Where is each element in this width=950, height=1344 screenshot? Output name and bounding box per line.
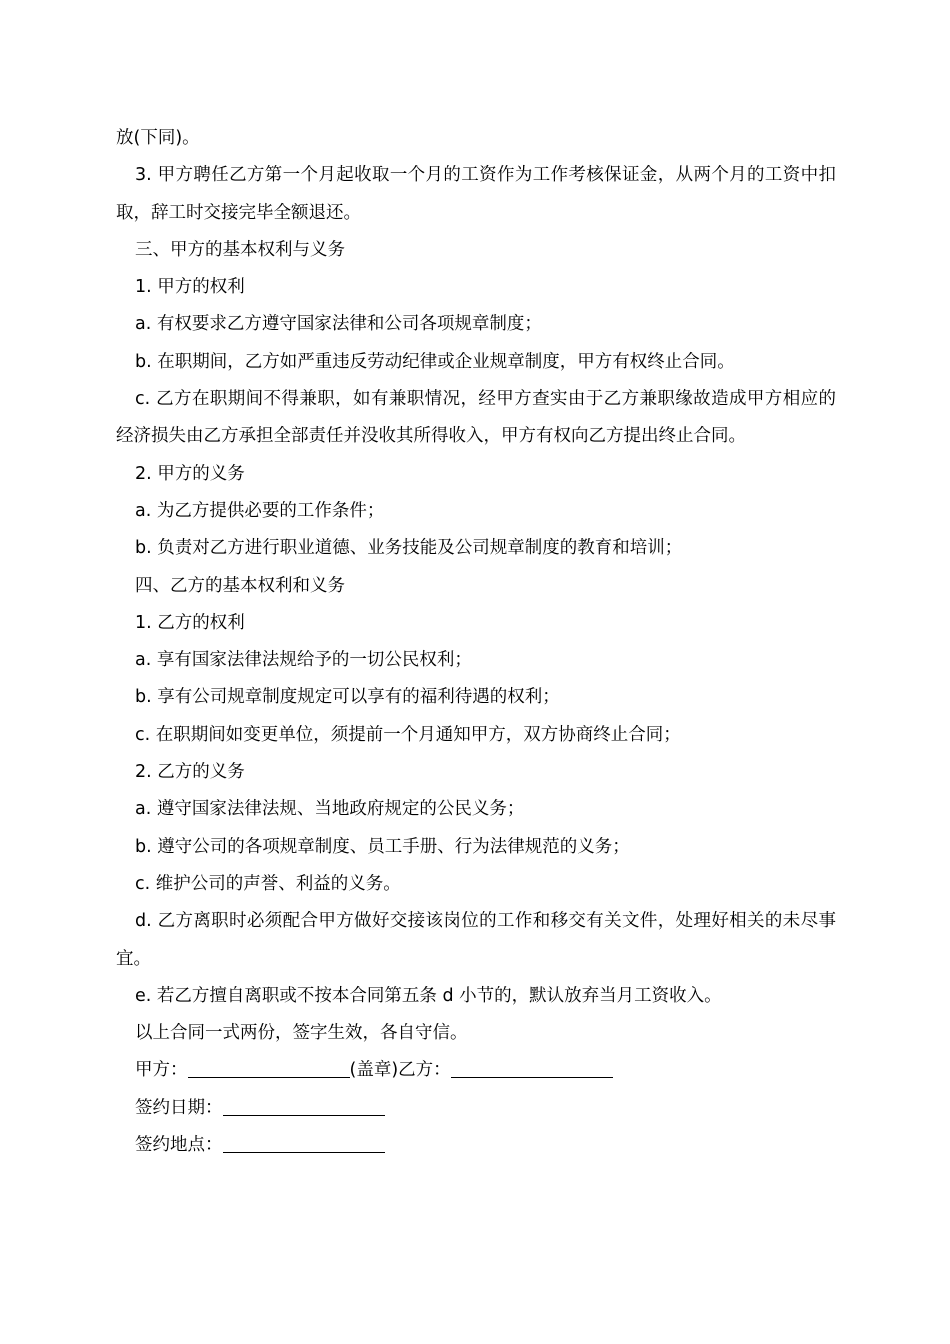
party-a-signature-blank bbox=[188, 1057, 350, 1078]
list-item: c. 在职期间如变更单位，须提前一个月通知甲方，双方协商终止合同； bbox=[135, 724, 681, 745]
section-heading-party-b: 四、乙方的基本权利和义务 bbox=[135, 575, 345, 596]
subheading-party-a-duties: 2. 甲方的义务 bbox=[135, 463, 245, 484]
closing-statement: 以上合同一式两份，签字生效，各自守信。 bbox=[135, 1023, 468, 1044]
list-item: a. 遵守国家法律法规、当地政府规定的公民义务； bbox=[135, 799, 525, 820]
list-item: e. 若乙方擅自离职或不按本合同第五条 d 小节的，默认放弃当月工资收入。 bbox=[135, 985, 722, 1006]
party-a-label: 甲方： bbox=[135, 1060, 188, 1081]
list-item: c. 维护公司的声誉、利益的义务。 bbox=[135, 873, 401, 894]
list-item: b. 遵守公司的各项规章制度、员工手册、行为法律规范的义务； bbox=[135, 836, 630, 857]
seal-label: (盖章) bbox=[349, 1060, 399, 1081]
signature-line-parties bbox=[116, 1052, 836, 1089]
list-item: b. 负责对乙方进行职业道德、业务技能及公司规章制度的教育和培训； bbox=[135, 538, 683, 559]
subheading-party-b-rights: 1. 乙方的权利 bbox=[135, 612, 245, 633]
paragraph-continuation: 放(下同)。 bbox=[116, 128, 200, 148]
signature-line-date bbox=[116, 1090, 836, 1127]
list-item: a. 为乙方提供必要的工作条件； bbox=[135, 500, 385, 521]
place-label: 签约地点： bbox=[135, 1135, 223, 1156]
paragraph-deposit-clause: 3. 甲方聘任乙方第一个月起收取一个月的工资作为工作考核保证金，从两个月的工资中扣取，辞工时交接完毕全额退还。 bbox=[116, 165, 836, 223]
list-item: b. 享有公司规章制度规定可以享有的福利待遇的权利； bbox=[135, 687, 560, 708]
contract-body bbox=[116, 120, 836, 1164]
date-blank bbox=[223, 1095, 385, 1116]
party-b-label: 乙方： bbox=[398, 1060, 451, 1081]
subheading-party-a-rights: 1. 甲方的权利 bbox=[135, 277, 245, 298]
list-item: b. 在职期间，乙方如严重违反劳动纪律或企业规章制度，甲方有权终止合同。 bbox=[135, 351, 735, 372]
place-blank bbox=[223, 1132, 385, 1153]
subheading-party-b-duties: 2. 乙方的义务 bbox=[135, 762, 245, 783]
list-item: c. 乙方在职期间不得兼职，如有兼职情况，经甲方查实由于乙方兼职缘故造成甲方相应的经济损失由乙方承担全部责任并没收其所得收入，甲方有权向乙方提出终止合同。 bbox=[116, 389, 836, 447]
section-heading-party-a: 三、甲方的基本权利与义务 bbox=[135, 239, 345, 260]
party-b-signature-blank bbox=[451, 1057, 613, 1078]
list-item: a. 享有国家法律法规给予的一切公民权利； bbox=[135, 650, 472, 671]
list-item: a. 有权要求乙方遵守国家法律和公司各项规章制度； bbox=[135, 314, 542, 335]
date-label: 签约日期： bbox=[135, 1097, 223, 1118]
signature-line-place bbox=[116, 1127, 836, 1164]
list-item: d. 乙方离职时必须配合甲方做好交接该岗位的工作和移交有关文件，处理好相关的未尽事宜。 bbox=[116, 911, 836, 969]
